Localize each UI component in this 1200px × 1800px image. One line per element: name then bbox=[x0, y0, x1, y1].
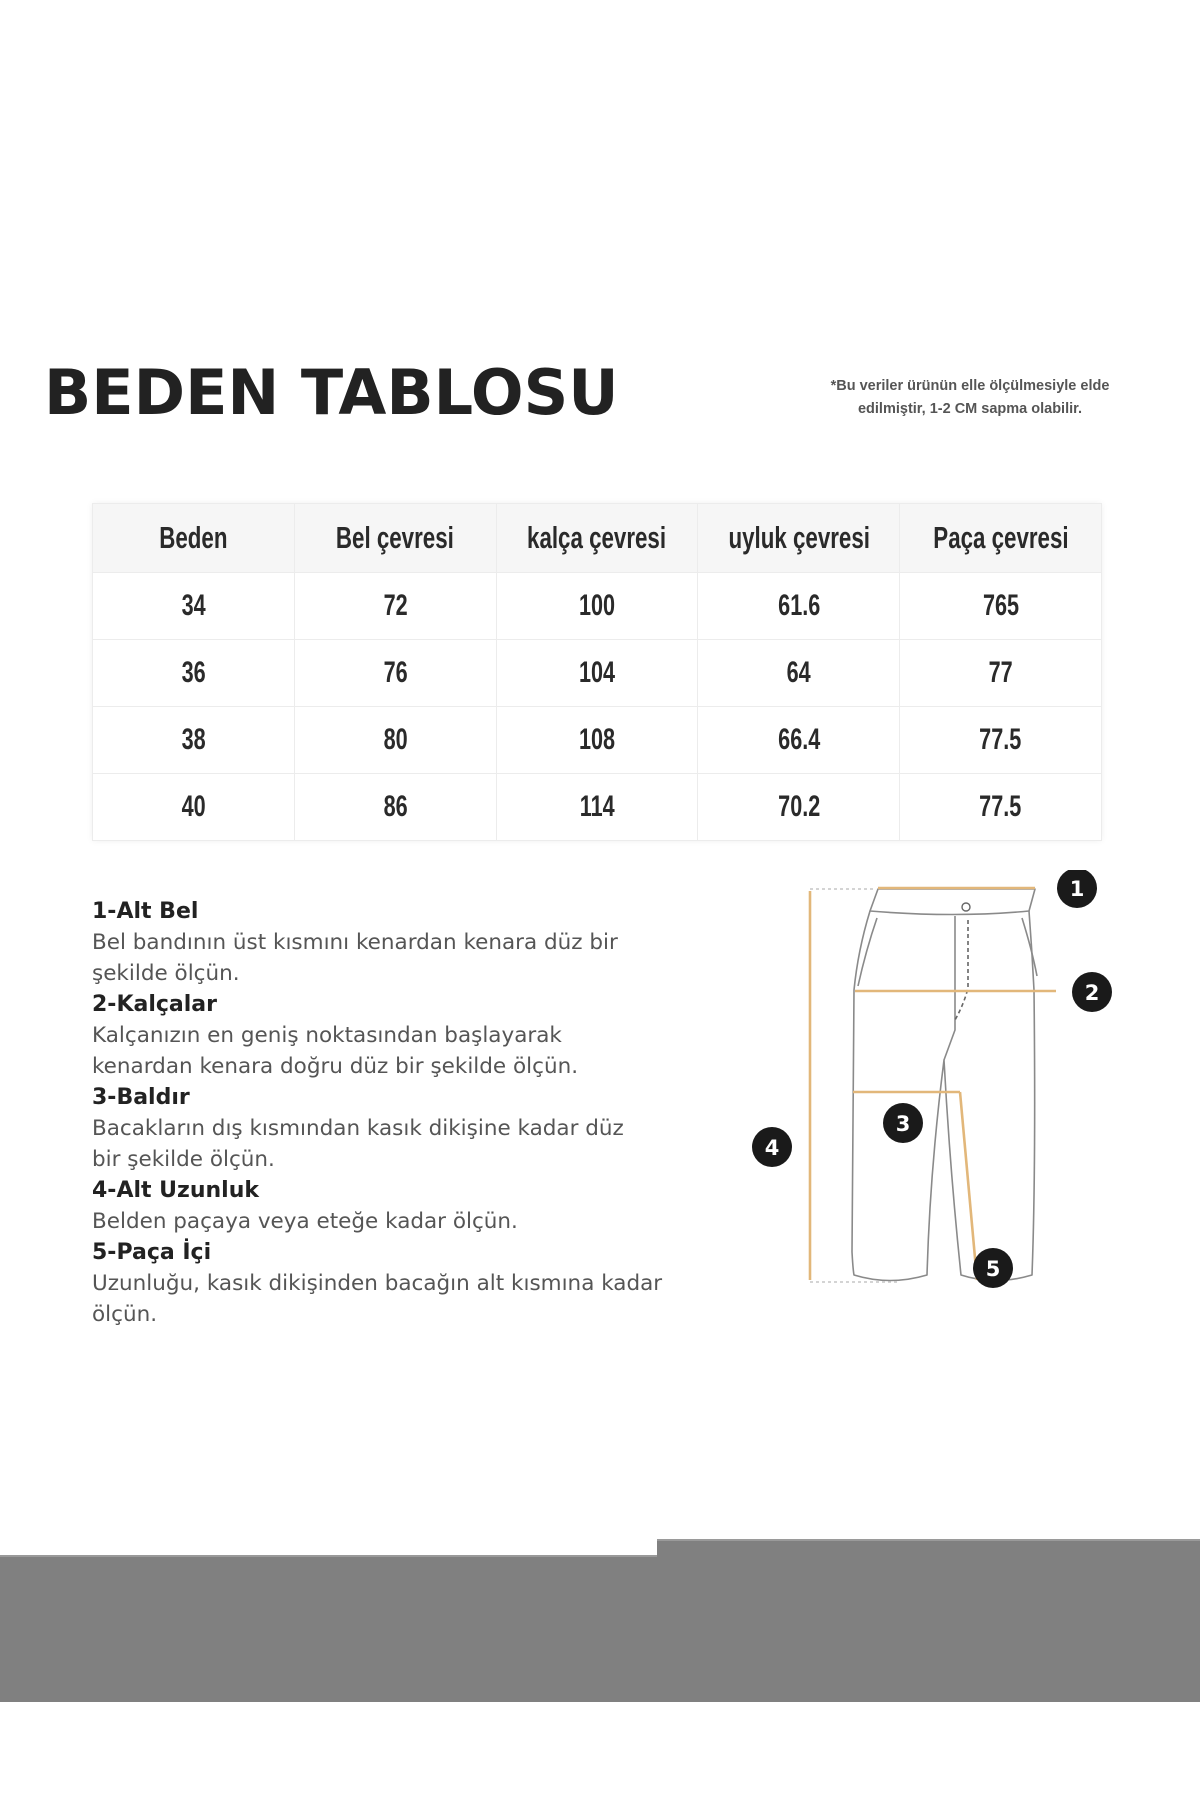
table-cell: 86 bbox=[294, 774, 496, 841]
size-table bbox=[92, 503, 1102, 841]
table-cell: 70.2 bbox=[698, 774, 900, 841]
table-row bbox=[93, 707, 1102, 774]
column-header-bel: Bel çevresi bbox=[294, 504, 496, 573]
instruction-text: Kalçanızın en geniş noktasından başlayarak kenardan kenara doğru düz bir şekilde ölçün. bbox=[92, 1023, 579, 1079]
instruction-title: 2-Kalçalar bbox=[92, 992, 217, 1017]
inseam-line bbox=[960, 1092, 977, 1280]
pants-outline bbox=[852, 889, 1037, 1281]
table-cell: 40 bbox=[93, 774, 295, 841]
table-cell: 104 bbox=[496, 640, 698, 707]
marker-4-icon bbox=[752, 1127, 792, 1167]
instruction-title: 1-Alt Bel bbox=[92, 899, 199, 924]
table-cell: 61.6 bbox=[698, 573, 900, 640]
instruction-alt-uzunluk bbox=[92, 1175, 692, 1237]
table-cell: 66.4 bbox=[698, 707, 900, 774]
gray-band-right bbox=[657, 1539, 1200, 1702]
pants-measurement-diagram bbox=[740, 870, 1120, 1440]
measurement-instructions bbox=[92, 896, 692, 1330]
column-header-beden: Beden bbox=[93, 504, 295, 573]
column-header-uyluk: uyluk çevresi bbox=[698, 504, 900, 573]
table-cell: 34 bbox=[93, 573, 295, 640]
gray-band-left bbox=[0, 1555, 657, 1702]
instruction-paca-ici bbox=[92, 1237, 692, 1330]
instruction-text: Bacakların dış kısmından kasık dikişine kadar düz bir şekilde ölçün. bbox=[92, 1116, 624, 1172]
svg-text:3: 3 bbox=[895, 1112, 911, 1136]
table-cell: 76 bbox=[294, 640, 496, 707]
table-cell: 77.5 bbox=[900, 774, 1102, 841]
instruction-baldir bbox=[92, 1082, 692, 1175]
marker-3-icon bbox=[883, 1103, 923, 1143]
marker-5-icon bbox=[973, 1248, 1013, 1288]
measurement-lines bbox=[810, 888, 1056, 1280]
instruction-text: Uzunluğu, kasık dikişinden bacağın alt kısmına kadar ölçün. bbox=[92, 1271, 663, 1327]
pants-illustration bbox=[740, 870, 1120, 1440]
svg-text:5: 5 bbox=[985, 1257, 1001, 1281]
table-cell: 114 bbox=[496, 774, 698, 841]
svg-text:2: 2 bbox=[1084, 981, 1100, 1005]
marker-2-icon bbox=[1072, 972, 1112, 1012]
instruction-title: 4-Alt Uzunluk bbox=[92, 1178, 260, 1203]
table-cell: 765 bbox=[900, 573, 1102, 640]
page-title: BEDEN TABLOSU bbox=[44, 356, 619, 429]
instruction-text: Bel bandının üst kısmını kenardan kenara düz bir şekilde ölçün. bbox=[92, 930, 618, 986]
instruction-title: 5-Paça İçi bbox=[92, 1240, 212, 1265]
table-cell: 108 bbox=[496, 707, 698, 774]
instruction-alt-bel bbox=[92, 896, 692, 989]
table-cell: 100 bbox=[496, 573, 698, 640]
column-header-kalca: kalça çevresi bbox=[496, 504, 698, 573]
table-header-row bbox=[93, 504, 1102, 573]
button-icon bbox=[962, 903, 970, 911]
marker-1-icon bbox=[1057, 870, 1097, 908]
table-cell: 64 bbox=[698, 640, 900, 707]
table-cell: 72 bbox=[294, 573, 496, 640]
table-cell: 77.5 bbox=[900, 707, 1102, 774]
table-row bbox=[93, 640, 1102, 707]
instruction-text: Belden paçaya veya eteğe kadar ölçün. bbox=[92, 1209, 518, 1234]
table-cell: 80 bbox=[294, 707, 496, 774]
column-header-paca: Paça çevresi bbox=[900, 504, 1102, 573]
table-row bbox=[93, 774, 1102, 841]
table-cell: 77 bbox=[900, 640, 1102, 707]
table-cell: 38 bbox=[93, 707, 295, 774]
table-cell: 36 bbox=[93, 640, 295, 707]
svg-text:4: 4 bbox=[764, 1136, 780, 1160]
svg-text:1: 1 bbox=[1069, 877, 1085, 901]
measurement-note: *Bu veriler ürünün elle ölçülmesiyle elde edilmiştir, 1-2 CM sapma olabilir. bbox=[830, 378, 1110, 417]
instruction-kalcalar bbox=[92, 989, 692, 1082]
instruction-title: 3-Baldır bbox=[92, 1085, 190, 1110]
fly-stitching bbox=[955, 920, 968, 1020]
table-row bbox=[93, 573, 1102, 640]
